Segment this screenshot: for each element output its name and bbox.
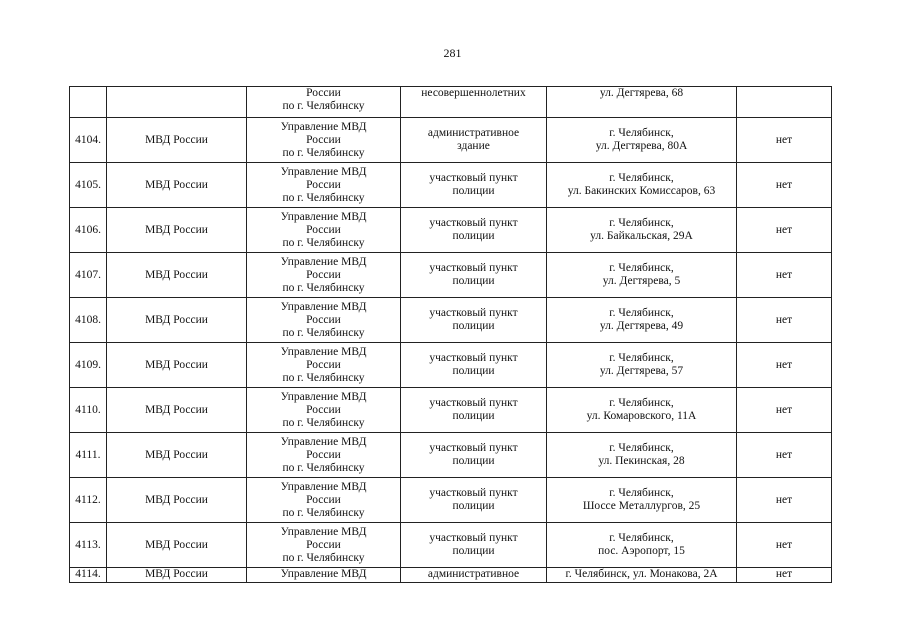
- object-type-line: участковый пункт: [429, 532, 518, 544]
- table-row: [70, 87, 832, 118]
- object-type-line: полиции: [452, 275, 495, 287]
- table-row: [70, 118, 832, 163]
- organization: МВД России: [107, 208, 247, 253]
- department-line: Управление МВД: [280, 390, 367, 403]
- address-line: ул. Дегтярева, 5: [602, 275, 681, 287]
- department: [247, 478, 401, 523]
- organization: [107, 87, 247, 118]
- object-type-line: участковый пункт: [429, 217, 518, 229]
- table-row: [70, 208, 832, 253]
- note: нет: [737, 523, 832, 568]
- department-line: России: [306, 268, 341, 281]
- object-type-line: полиции: [452, 455, 495, 467]
- address-line: г. Челябинск,: [609, 172, 674, 184]
- object-type: [401, 87, 547, 118]
- address: [547, 253, 737, 298]
- address: [547, 523, 737, 568]
- row-number: 4107.: [70, 253, 107, 298]
- organization: МВД России: [107, 478, 247, 523]
- page-number: 281: [443, 46, 462, 60]
- department-line: Управление МВД: [280, 255, 367, 268]
- table-row: [70, 478, 832, 523]
- row-number: 4113.: [70, 523, 107, 568]
- object-type-line: полиции: [452, 410, 495, 422]
- object-type: [401, 343, 547, 388]
- department-line: России: [306, 358, 341, 371]
- object-type-line: полиции: [452, 320, 495, 332]
- address-line: г. Челябинск, ул. Монакова, 2А: [565, 568, 718, 580]
- department: [247, 253, 401, 298]
- note: нет: [737, 568, 832, 583]
- department-line: России: [306, 178, 341, 191]
- address: [547, 87, 737, 118]
- department: [247, 433, 401, 478]
- department-line: России: [306, 223, 341, 236]
- object-type-line: полиции: [452, 185, 495, 197]
- address: [547, 568, 737, 583]
- department: [247, 523, 401, 568]
- department: [247, 568, 401, 583]
- object-type: [401, 478, 547, 523]
- note: [737, 87, 832, 118]
- department-line: по г. Челябинску: [282, 326, 365, 339]
- table-row: [70, 253, 832, 298]
- address: [547, 298, 737, 343]
- object-type: [401, 568, 547, 583]
- organization: МВД России: [107, 433, 247, 478]
- note: нет: [737, 163, 832, 208]
- object-type: [401, 433, 547, 478]
- note: нет: [737, 478, 832, 523]
- object-type: [401, 118, 547, 163]
- department-line: Управление МВД: [280, 345, 367, 358]
- object-type-line: участковый пункт: [429, 262, 518, 274]
- row-number: 4109.: [70, 343, 107, 388]
- address-line: г. Челябинск,: [609, 262, 674, 274]
- address: [547, 433, 737, 478]
- address-line: г. Челябинск,: [609, 487, 674, 499]
- address-line: ул. Бакинских Комиссаров, 63: [567, 185, 716, 197]
- department-line: по г. Челябинску: [282, 100, 365, 112]
- address-line: ул. Дегтярева, 80А: [595, 140, 688, 152]
- department-line: России: [306, 87, 341, 99]
- department-line: Управление МВД: [280, 210, 367, 223]
- note: нет: [737, 253, 832, 298]
- row-number: [70, 87, 107, 118]
- department-line: Управление МВД: [280, 435, 367, 448]
- table-body: [70, 87, 832, 583]
- object-type: [401, 208, 547, 253]
- organization: МВД России: [107, 523, 247, 568]
- department-line: по г. Челябинску: [282, 236, 365, 249]
- department: [247, 208, 401, 253]
- table-row: [70, 388, 832, 433]
- table-row: [70, 433, 832, 478]
- object-type-line: участковый пункт: [429, 172, 518, 184]
- address-line: ул. Дегтярева, 57: [599, 365, 684, 377]
- row-number: 4106.: [70, 208, 107, 253]
- note: нет: [737, 208, 832, 253]
- object-type-line: участковый пункт: [429, 307, 518, 319]
- department-line: по г. Челябинску: [282, 281, 365, 294]
- department: [247, 163, 401, 208]
- department-line: России: [306, 538, 341, 551]
- department-line: по г. Челябинску: [282, 416, 365, 429]
- address-line: пос. Аэропорт, 15: [598, 545, 685, 557]
- table-row: [70, 568, 832, 583]
- department-line: Управление МВД: [280, 480, 367, 493]
- department-line: по г. Челябинску: [282, 506, 365, 519]
- address-line: ул. Дегтярева, 68: [599, 87, 684, 99]
- row-number: 4114.: [70, 568, 107, 583]
- organization: МВД России: [107, 118, 247, 163]
- department: [247, 343, 401, 388]
- address: [547, 118, 737, 163]
- note: нет: [737, 388, 832, 433]
- department-line: России: [306, 493, 341, 506]
- department-line: по г. Челябинску: [282, 461, 365, 474]
- organization: МВД России: [107, 568, 247, 583]
- object-type: [401, 298, 547, 343]
- object-type-line: полиции: [452, 365, 495, 377]
- note: нет: [737, 298, 832, 343]
- note: нет: [737, 343, 832, 388]
- address-line: г. Челябинск,: [609, 307, 674, 319]
- department-line: Управление МВД: [280, 525, 367, 538]
- object-type-line: участковый пункт: [429, 442, 518, 454]
- address: [547, 343, 737, 388]
- note: нет: [737, 118, 832, 163]
- table-row: [70, 163, 832, 208]
- address: [547, 208, 737, 253]
- row-number: 4108.: [70, 298, 107, 343]
- organization: МВД России: [107, 343, 247, 388]
- row-number: 4110.: [70, 388, 107, 433]
- address-line: ул. Комаровского, 11А: [586, 410, 697, 422]
- object-type-line: участковый пункт: [429, 487, 518, 499]
- object-type: [401, 163, 547, 208]
- address-line: г. Челябинск,: [609, 532, 674, 544]
- address: [547, 478, 737, 523]
- department: [247, 118, 401, 163]
- department-line: России: [306, 448, 341, 461]
- department-line: Управление МВД: [280, 165, 367, 178]
- address-line: г. Челябинск,: [609, 352, 674, 364]
- address-line: Шоссе Металлургов, 25: [582, 500, 701, 512]
- address-line: г. Челябинск,: [609, 442, 674, 454]
- address-line: ул. Байкальская, 29А: [590, 230, 693, 242]
- department-line: по г. Челябинску: [282, 551, 365, 564]
- registry-table: [69, 86, 832, 583]
- department-line: по г. Челябинску: [282, 191, 365, 204]
- address-line: ул. Дегтярева, 49: [599, 320, 684, 332]
- row-number: 4111.: [70, 433, 107, 478]
- address-line: ул. Пекинская, 28: [598, 455, 685, 467]
- row-number: 4112.: [70, 478, 107, 523]
- row-number: 4104.: [70, 118, 107, 163]
- organization: МВД России: [107, 163, 247, 208]
- object-type: [401, 523, 547, 568]
- object-type: [401, 388, 547, 433]
- address: [547, 163, 737, 208]
- department-line: по г. Челябинску: [282, 146, 365, 159]
- object-type-line: несовершеннолетних: [421, 87, 526, 99]
- object-type-line: полиции: [452, 545, 495, 557]
- object-type-line: полиции: [452, 230, 495, 242]
- department-line: Управление МВД: [280, 300, 367, 313]
- table-row: [70, 298, 832, 343]
- object-type-line: административное: [427, 127, 520, 139]
- department-line: Управление МВД: [280, 568, 367, 580]
- address-line: г. Челябинск,: [609, 217, 674, 229]
- table-row: [70, 343, 832, 388]
- department: [247, 298, 401, 343]
- department-line: Управление МВД: [280, 120, 367, 133]
- object-type-line: административное: [427, 568, 520, 580]
- object-type-line: участковый пункт: [429, 352, 518, 364]
- address: [547, 388, 737, 433]
- object-type-line: полиции: [452, 500, 495, 512]
- department-line: России: [306, 133, 341, 146]
- organization: МВД России: [107, 298, 247, 343]
- address-line: г. Челябинск,: [609, 127, 674, 139]
- department-line: России: [306, 403, 341, 416]
- object-type: [401, 253, 547, 298]
- organization: МВД России: [107, 253, 247, 298]
- note: нет: [737, 433, 832, 478]
- row-number: 4105.: [70, 163, 107, 208]
- object-type-line: участковый пункт: [429, 397, 518, 409]
- address-line: г. Челябинск,: [609, 397, 674, 409]
- department: [247, 87, 401, 118]
- table-row: [70, 523, 832, 568]
- department-line: России: [306, 313, 341, 326]
- department-line: по г. Челябинску: [282, 371, 365, 384]
- organization: МВД России: [107, 388, 247, 433]
- department: [247, 388, 401, 433]
- object-type-line: здание: [457, 140, 490, 152]
